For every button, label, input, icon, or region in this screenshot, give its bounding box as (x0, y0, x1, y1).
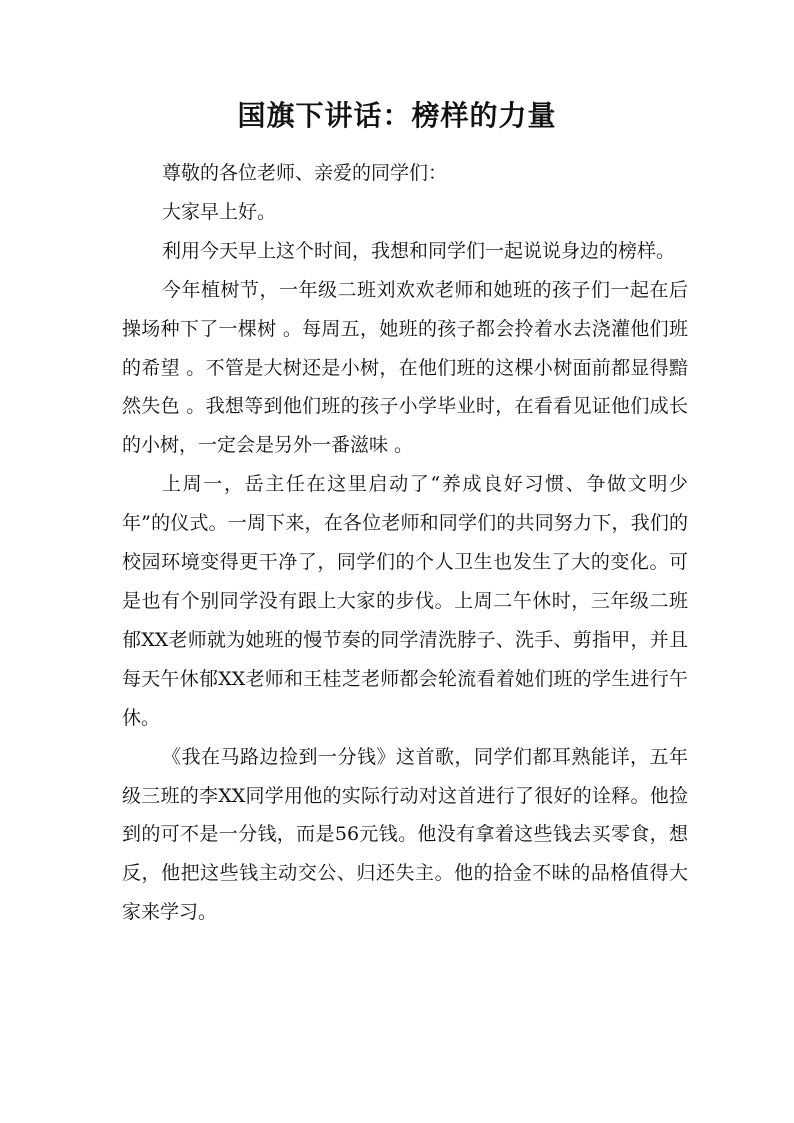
paragraph-4: 《我在马路边捡到一分钱》这首歌，同学们都耳熟能详，五年级三班的李XX同学用他的实际行动对这首进行了很好的诠释。他捡到的可不是一分钱，而是56元钱。他没有拿着这些钱去买零食，想反，他把这些钱主动交公、归还失主。他的拾金不昧的品格值得大家来学习。 (122, 745, 688, 924)
paragraph-3: 上周一，岳主任在这里启动了“养成良好习惯、争做文明少年”的仪式。一周下来，在各位老师和同学们的共同努力下，我们的校园环境变得更干净了，同学们的个人卫生也发生了大的变化。可是也有个别同学没有跟上大家的步伐。上周二午休时，三年级二班郁XX老师就为她班的慢节奏的同学清洗脖子、洗手、剪指甲，并且每天午休郁XX老师和王桂芝老师都会轮流看着她们班的学生进行午休。 (122, 473, 688, 729)
morning-line: 大家早上好。 (162, 200, 277, 223)
document-title: 国旗下讲话：榜样的力量 (237, 99, 557, 132)
paragraph-1: 利用今天早上这个时间，我想和同学们一起说说身边的榜样。 (162, 239, 676, 262)
greeting-line: 尊敬的各位老师、亲爱的同学们： (162, 162, 448, 184)
paragraph-2: 今年植树节，一年级二班刘欢欢老师和她班的孩子们一起在后操场种下了一棵树 。每周五，她班的孩子都会拎着水去浇灌他们班的希望 。不管是大树还是小树，在他们班的这棵小树面前都显得黯然失色 。我想等到他们班的孩子小学毕业时，在看看见证他们成长的小树，一定会是另外一番滋味 。 (122, 278, 688, 457)
document-body (122, 154, 688, 932)
